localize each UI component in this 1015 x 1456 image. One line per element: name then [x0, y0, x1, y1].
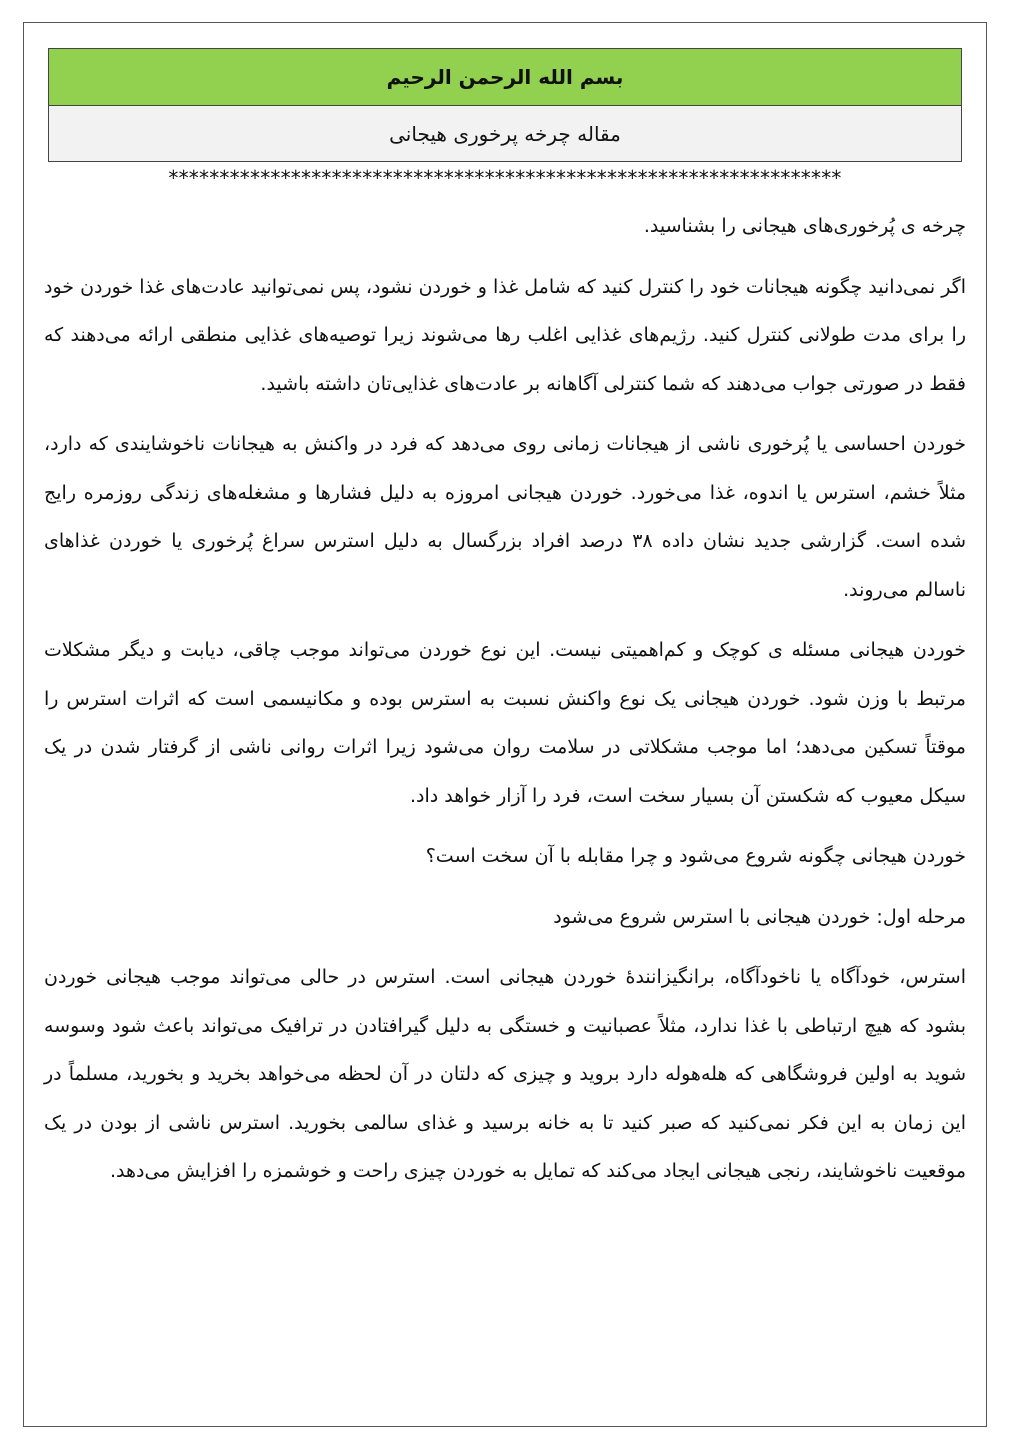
article-title: مقاله چرخه پرخوری هیجانی	[49, 106, 961, 161]
asterisk-divider: ******************************************************************	[168, 166, 842, 190]
paragraph: خوردن هیجانی مسئله ی کوچک و کم‌اهمیتی نیست. این نوع خوردن می‌تواند موجب چاقی، دیابت و دیگر مشکلات مرتبط با وزن شود. خوردن هیجانی یک نوع واکنش نسبت به استرس بوده و مکانیسمی است که اثرات استرس را موقتاً تسکین می‌دهد؛ اما موجب مشکلاتی در سلامت روان می‌شود زیرا اثرات روانی ناشی از گرفتار شدن در یک سیکل معیوب که شکستن آن بسیار سخت است، فرد را آزار خواهد داد.	[44, 639, 966, 807]
bismillah-heading: بسم الله الرحمن الرحیم	[49, 49, 961, 106]
paragraph: خوردن احساسی یا پُرخوری ناشی از هیجانات زمانی روی می‌دهد که فرد در واکنش به هیجانات ناخوشایندی که دارد، مثلاً خشم، استرس یا اندوه، غذا می‌خورد. خوردن هیجانی امروزه به دلیل فشارها و مشغله‌های زندگی روزمره رایج شده است. گزارشی جدید نشان داده ۳۸ درصد افراد بزرگسال به دلیل استرس سراغ پُرخوری یا خوردن غذاهای ناسالم می‌روند.	[44, 433, 966, 601]
article-body	[44, 202, 966, 1208]
paragraph-intro: چرخه ی پُرخوری‌های هیجانی را بشناسید.	[643, 215, 966, 237]
header-table	[48, 48, 962, 162]
stage-heading: مرحله اول: خوردن هیجانی با استرس شروع می‌شود	[553, 905, 966, 928]
section-question: خوردن هیجانی چگونه شروع می‌شود و چرا مقابله با آن سخت است؟	[425, 845, 966, 867]
paragraph: استرس، خودآگاه یا ناخودآگاه، برانگیزانندهٔ خوردن هیجانی است. استرس در حالی می‌تواند موجب هیجانی خوردن بشود که هیچ ارتباطی با غذا ندارد، مثلاً عصبانیت و خستگی به دلیل گیرافتادن در ترافیک می‌تواند باعث شود وسوسه شوید به اولین فروشگاهی که هله‌هوله دارد بروید و چیزی که دلتان در آن لحظه می‌خواهد بخرید و بخورید، مسلماً در این زمان به این فکر نمی‌کنید که صبر کنید تا به خانه برسید و غذای سالمی بخورید. استرس ناشی از بودن در یک موقعیت ناخوشایند، رنجی هیجانی ایجاد می‌کند که تمایل به خوردن چیزی راحت و خوشمزه را افزایش می‌دهد.	[44, 966, 966, 1182]
paragraph: اگر نمی‌دانید چگونه هیجانات خود را کنترل کنید که شامل غذا و خوردن نشود، پس نمی‌توانید عادت‌های غذا خوردن خود را برای مدت طولانی کنترل کنید. رژیم‌های غذایی اغلب رها می‌شوند زیرا توصیه‌های غذایی منطقی ارائه می‌دهند که فقط در صورتی جواب می‌دهند که شما کنترلی آگاهانه بر عادت‌های غذایی‌تان داشته باشید.	[44, 275, 966, 395]
